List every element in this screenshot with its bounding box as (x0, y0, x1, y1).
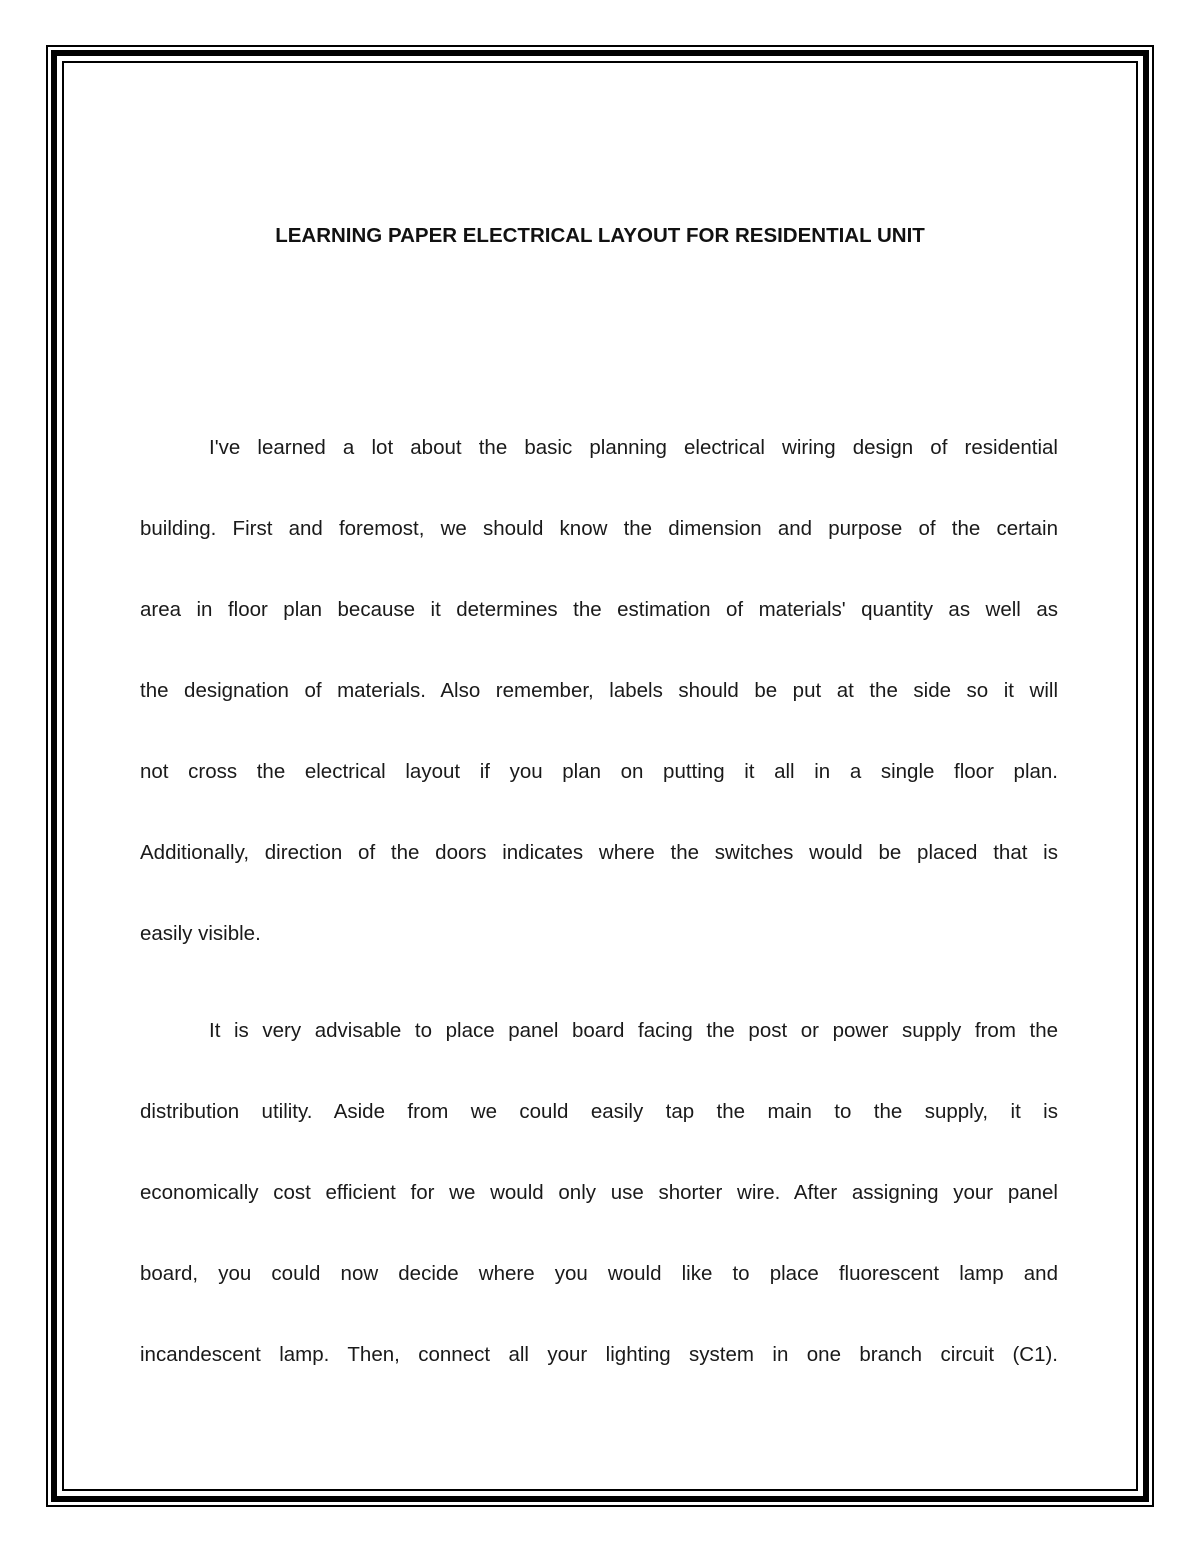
paragraph-1-line-2: building. First and foremost, we should know the dimension and purpose of the certain (140, 517, 1058, 540)
paragraph-1-line-4: the designation of materials. Also remember, labels should be put at the side so it will (140, 679, 1058, 702)
paragraph-2-line-1: It is very advisable to place panel board facing the post or power supply from the (209, 1019, 1058, 1042)
paragraph-1-line-7: easily visible. (140, 922, 261, 945)
paragraph-1-line-1: I've learned a lot about the basic planning electrical wiring design of residential (209, 436, 1058, 459)
paragraph-1-line-3: area in floor plan because it determines the estimation of materials' quantity as well as (140, 598, 1058, 621)
paragraph-2-line-4: board, you could now decide where you would like to place fluorescent lamp and (140, 1262, 1058, 1285)
paragraph-1-line-6: Additionally, direction of the doors indicates where the switches would be placed that is (140, 841, 1058, 864)
paragraph-2-line-2: distribution utility. Aside from we could easily tap the main to the supply, it is (140, 1100, 1058, 1123)
paragraph-2-line-5: incandescent lamp. Then, connect all your lighting system in one branch circuit (C1). (140, 1343, 1058, 1366)
paragraph-1-line-5: not cross the electrical layout if you plan on putting it all in a single floor plan. (140, 760, 1058, 783)
paragraph-2-line-3: economically cost efficient for we would only use shorter wire. After assigning your panel (140, 1181, 1058, 1204)
document-title: LEARNING PAPER ELECTRICAL LAYOUT FOR RESIDENTIAL UNIT (275, 224, 925, 247)
